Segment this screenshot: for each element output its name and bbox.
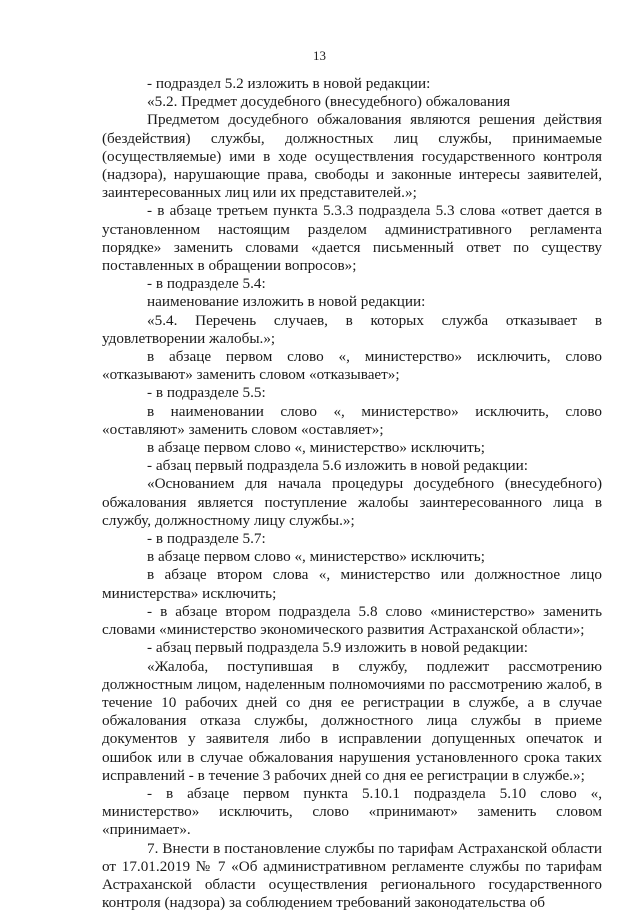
paragraph: «5.4. Перечень случаев, в которых служба отказывает в удовлетворении жалобы.»; xyxy=(102,311,602,347)
paragraph: «Жалоба, поступившая в службу, подлежит рассмотрению должностным лицом, наделенным полномочиями по рассмотрению жалоб, в течение 10 рабочих дней со дня ее регистрации в службе, а в случае обжалования отказа службы, должностного лица службы в приеме документов у заявителя либо в исправлении допущенных опечаток и ошибок или в случае обжалования нарушения установленного срока таких исправлений - в течение 3 рабочих дней со дня ее регистрации в службе.»; xyxy=(102,657,602,784)
paragraph: - абзац первый подраздела 5.9 изложить в новой редакции: xyxy=(147,639,528,657)
paragraph: - в подразделе 5.5: xyxy=(147,384,266,402)
page-number: 13 xyxy=(313,48,326,63)
paragraph: - в подразделе 5.7: xyxy=(147,530,266,548)
document-body xyxy=(102,75,602,912)
paragraph: в абзаце первом слово «, министерство» исключить, слово «отказывают» заменить словом «отказывает»; xyxy=(102,348,602,384)
paragraph: 7. Внести в постановление службы по тарифам Астраханской области от 17.01.2019 № 7 «Об административном регламенте службы по тарифам Астраханской области осуществления регионального государственного контроля (надзора) за соблюдением требований законодательства об xyxy=(102,839,602,912)
paragraph: в абзаце первом слово «, министерство» исключить; xyxy=(147,439,485,457)
paragraph: Предметом досудебного обжалования являются решения действия (бездействия) службы, должностных лиц службы, принимаемые (осуществляемые) ими в ходе осуществления государственного контроля (надзора), нарушающие права, свободы и законные интересы заявителей, заинтересованных лиц или их представителей.»; xyxy=(102,111,602,202)
paragraph: в абзаце первом слово «, министерство» исключить; xyxy=(147,548,485,566)
paragraph: - подраздел 5.2 изложить в новой редакции: xyxy=(147,75,431,92)
paragraph: - в подразделе 5.4: xyxy=(147,275,266,293)
paragraph: «Основанием для начала процедуры досудебного (внесудебного) обжалования является поступление жалобы заинтересованного лица в службу, должностному лицу службы.»; xyxy=(102,475,602,529)
paragraph: - в абзаце первом пункта 5.10.1 подраздела 5.10 слово «, министерство» исключить, слово «принимают» заменить словом «принимает». xyxy=(102,784,602,839)
paragraph: - в абзаце втором подраздела 5.8 слово «министерство» заменить словами «министерство экономического развития Астраханской области»; xyxy=(102,602,602,639)
paragraph: - в абзаце третьем пункта 5.3.3 подраздела 5.3 слова «ответ дается в установленном настоящим разделом административного регламента порядке» заменить словами «дается письменный ответ по существу поставленных в обращении вопросов»; xyxy=(102,202,602,275)
section-heading: «5.2. Предмет досудебного (внесудебного) обжалования xyxy=(147,93,511,111)
paragraph: - абзац первый подраздела 5.6 изложить в новой редакции: xyxy=(147,457,528,475)
paragraph: в наименовании слово «, министерство» исключить, слово «оставляют» заменить словом «оставляет»; xyxy=(102,402,602,438)
paragraph: наименование изложить в новой редакции: xyxy=(147,293,426,311)
paragraph: в абзаце втором слова «, министерство или должностное лицо министерства» исключить; xyxy=(102,566,602,602)
